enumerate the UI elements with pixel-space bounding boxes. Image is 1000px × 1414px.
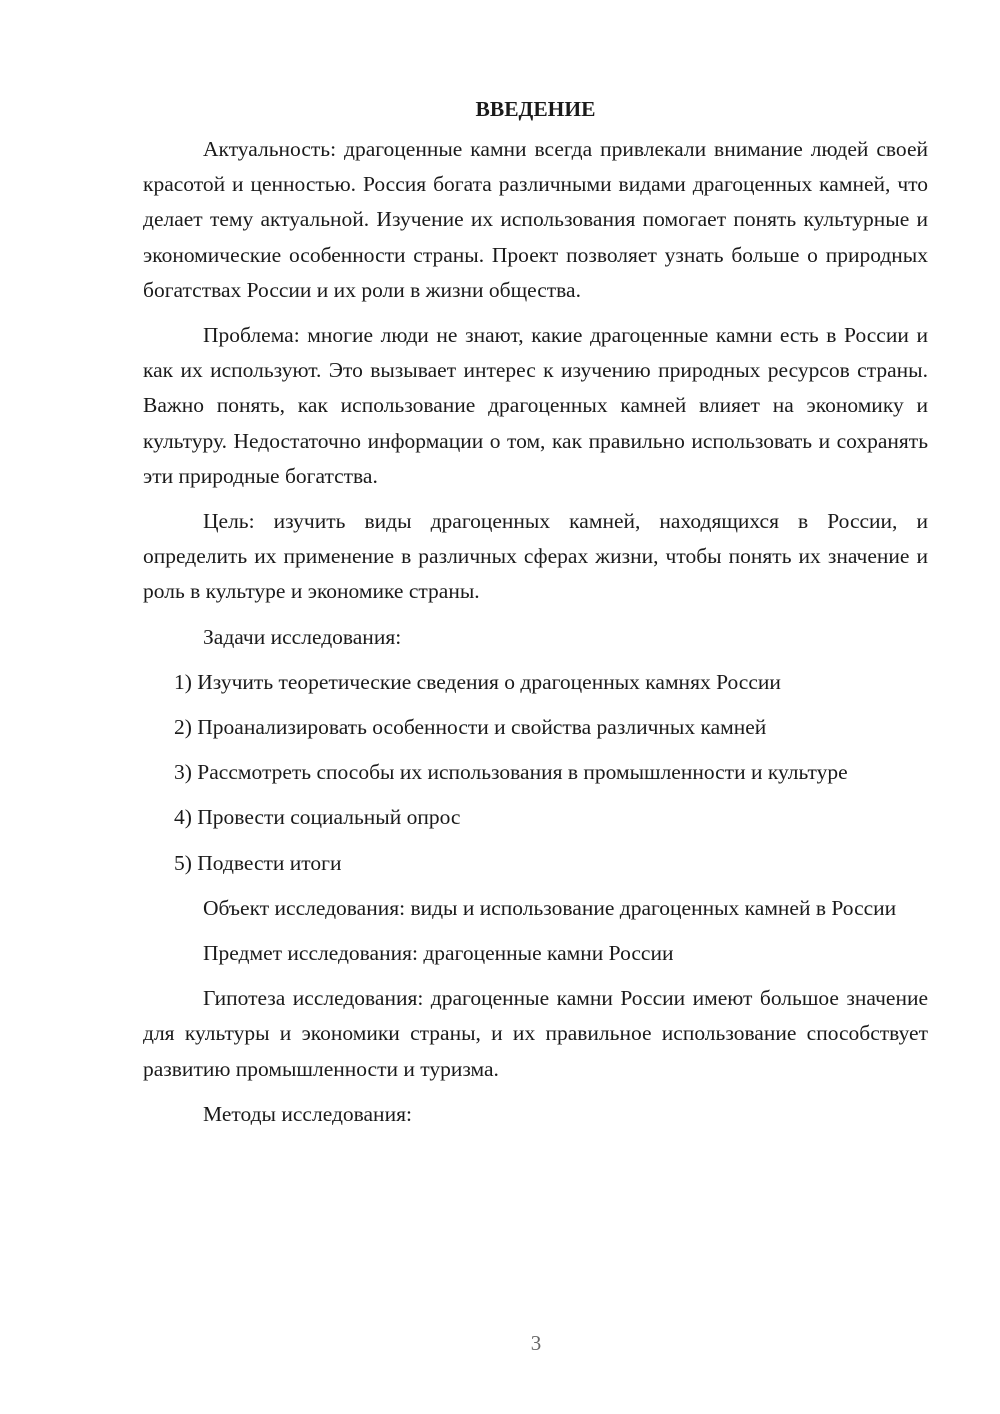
research-subject-paragraph: Предмет исследования: драгоценные камни России [203, 941, 674, 966]
list-item: 3) Рассмотреть способы их использования в промышленности и культуре [174, 760, 848, 785]
tasks-list [143, 665, 928, 881]
relevance-paragraph: Актуальность: драгоценные камни всегда привлекали внимание людей своей красотой и ценностью. Россия богата различными видами драгоценных камней, что делает тему актуальной. Изучение их использования помогает понять культурные и экономические особенности страны. Проект позволяет узнать больше о природных богатствах России и их роли в жизни общества. [143, 137, 928, 302]
research-object-paragraph: Объект исследования: виды и использование драгоценных камней в России [203, 895, 897, 920]
section-title: ВВЕДЕНИЕ [475, 97, 596, 121]
goal-paragraph: Цель: изучить виды драгоценных камней, находящихся в России, и определить их применение в различных сферах жизни, чтобы понять их значение и роль в культуре и экономике страны. [143, 509, 928, 604]
hypothesis-paragraph: Гипотеза исследования: драгоценные камни России имеют большое значение для культуры и экономики страны, и их правильное использование способствует развитию промышленности и туризма. [143, 986, 928, 1081]
list-item: 5) Подвести итоги [174, 850, 342, 875]
document-page [143, 92, 928, 1142]
problem-paragraph: Проблема: многие люди не знают, какие драгоценные камни есть в России и как их используют. Это вызывает интерес к изучению природных ресурсов страны. Важно понять, как использование драгоценных камней влияет на экономику и культуру. Недостаточно информации о том, как правильно использовать и сохранять эти природные богатства. [143, 323, 928, 488]
methods-heading: Методы исследования: [203, 1101, 412, 1126]
tasks-heading: Задачи исследования: [203, 624, 402, 649]
page-number: 3 [530, 1331, 542, 1355]
list-item: 2) Проанализировать особенности и свойства различных камней [174, 715, 767, 740]
list-item: 1) Изучить теоретические сведения о драгоценных камнях России [174, 669, 781, 694]
list-item: 4) Провести социальный опрос [174, 805, 461, 830]
